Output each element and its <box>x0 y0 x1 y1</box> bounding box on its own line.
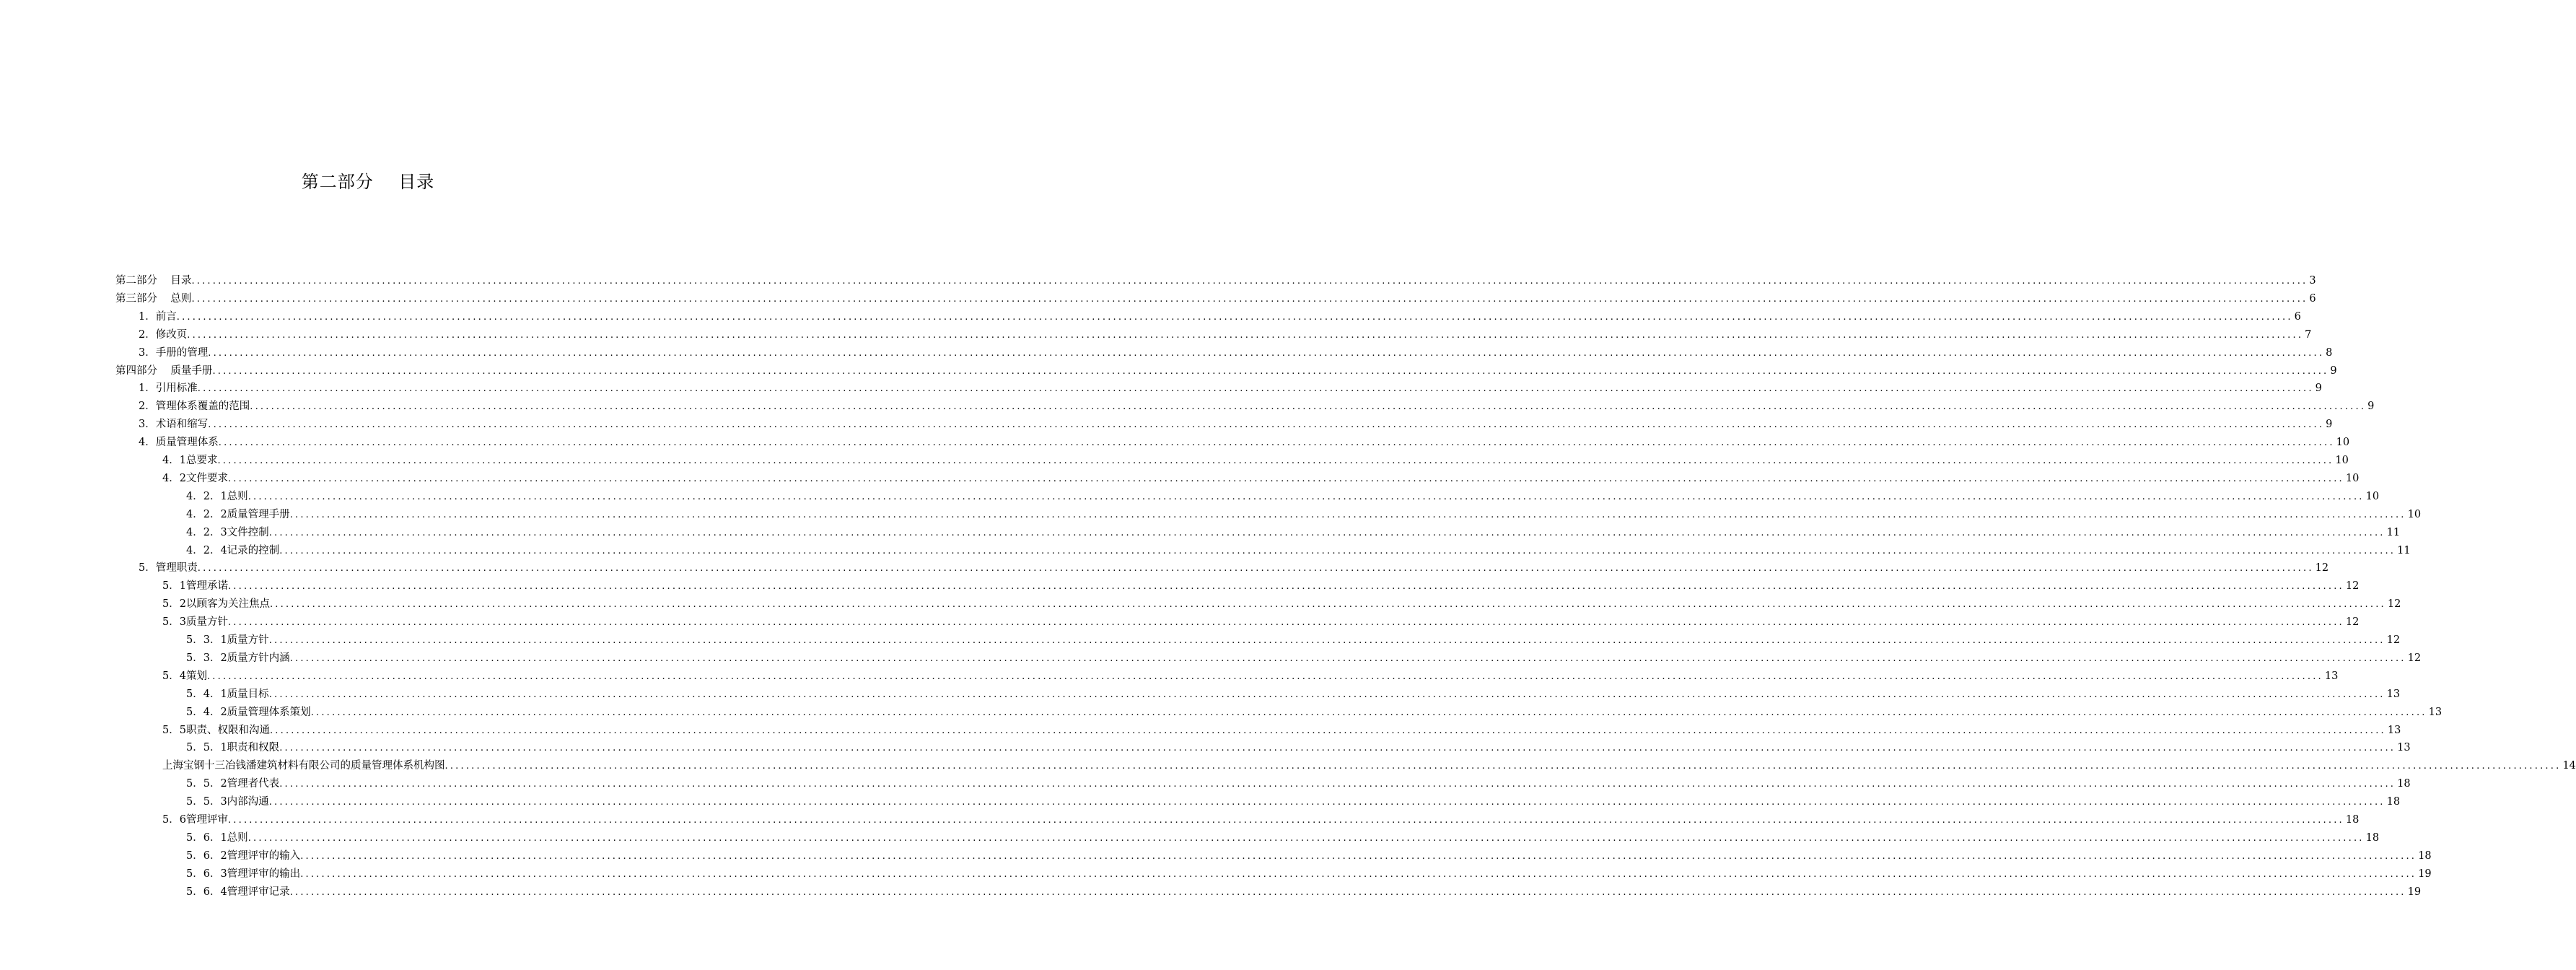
toc-dot-leader: ................................................................................................................................................................................................................................................................................................................................................................................................................ <box>444 761 2562 772</box>
toc-entry-label: 5．3．1质量方针 <box>186 634 269 646</box>
toc-entry-page-number: 9 <box>2367 401 2375 412</box>
toc-dot-leader: ................................................................................................................................................................................................................................................................................................................................................................................................................ <box>310 707 2427 718</box>
toc-entry[interactable] <box>186 542 2411 560</box>
toc-entry[interactable] <box>162 757 2576 775</box>
toc-entry[interactable] <box>186 650 2422 668</box>
toc-entry-page-number: 12 <box>2315 562 2329 574</box>
toc-entry[interactable] <box>186 524 2401 542</box>
toc-entry-label: 5．5．1职责和权限 <box>186 742 280 753</box>
toc-entry-label: 上海宝钢十三冶钱潘建筑材料有限公司的质量管理体系机构图 <box>162 760 445 772</box>
toc-dot-leader: ................................................................................................................................................................................................................................................................................................................................................................................................................ <box>191 276 2308 287</box>
toc-dot-leader: ................................................................................................................................................................................................................................................................................................................................................................................................................ <box>227 473 2344 484</box>
toc-entry[interactable] <box>186 883 2422 901</box>
toc-entry-label: 第二部分 目录 <box>115 275 192 287</box>
toc-dot-leader: ................................................................................................................................................................................................................................................................................................................................................................................................................ <box>197 383 2314 394</box>
toc-dot-leader: ................................................................................................................................................................................................................................................................................................................................................................................................................ <box>187 330 2304 341</box>
toc-entry-label: 第四部分 质量手册 <box>115 365 213 377</box>
toc-dot-leader: ................................................................................................................................................................................................................................................................................................................................................................................................................ <box>268 797 2386 808</box>
toc-dot-leader: ................................................................................................................................................................................................................................................................................................................................................................................................................ <box>269 725 2386 736</box>
toc-dot-leader: ................................................................................................................................................................................................................................................................................................................................................................................................................ <box>227 581 2344 592</box>
toc-dot-leader: ................................................................................................................................................................................................................................................................................................................................................................................................................ <box>279 743 2396 753</box>
toc-entry-page-number: 10 <box>2345 473 2360 484</box>
toc-dot-leader: ................................................................................................................................................................................................................................................................................................................................................................................................................ <box>289 510 2406 520</box>
page-title: 第二部分 目录 <box>301 172 435 192</box>
toc-entry-label: 2．管理体系覆盖的范围 <box>139 401 250 412</box>
toc-entry-label: 5．6．4管理评审记录 <box>186 886 290 898</box>
toc-entry-label: 5．5职责、权限和沟通 <box>162 725 270 736</box>
toc-entry-label: 5．6．2管理评审的输入 <box>186 850 301 862</box>
toc-entry-page-number: 10 <box>2336 437 2350 448</box>
toc-entry-page-number: 12 <box>2345 616 2360 628</box>
toc-entry-label: 5．2以顾客为关注焦点 <box>162 598 270 610</box>
toc-entry-page-number: 13 <box>2387 725 2401 736</box>
toc-entry-page-number: 13 <box>2324 670 2339 682</box>
toc-entry[interactable] <box>186 632 2401 650</box>
toc-dot-leader: ................................................................................................................................................................................................................................................................................................................................................................................................................ <box>289 653 2406 664</box>
toc-entry-label: 1．前言 <box>139 311 177 323</box>
toc-entry-label: 3．手册的管理 <box>139 347 209 359</box>
toc-entry-label: 4．2．2质量管理手册 <box>186 509 290 520</box>
toc-entry[interactable] <box>139 380 2322 398</box>
toc-dot-leader: ................................................................................................................................................................................................................................................................................................................................................................................................................ <box>250 401 2367 412</box>
toc-entry[interactable] <box>186 793 2401 811</box>
toc-entry-page-number: 13 <box>2386 689 2401 700</box>
toc-entry-page-number: 18 <box>2365 832 2380 844</box>
toc-entry-page-number: 12 <box>2407 652 2422 664</box>
toc-dot-leader: ................................................................................................................................................................................................................................................................................................................................................................................................................ <box>268 689 2386 700</box>
toc-entry-label: 3．术语和缩写 <box>139 419 209 430</box>
toc-entry-page-number: 9 <box>2326 419 2333 430</box>
toc-dot-leader: ................................................................................................................................................................................................................................................................................................................................................................................................................ <box>212 366 2329 377</box>
toc-dot-leader: ................................................................................................................................................................................................................................................................................................................................................................................................................ <box>269 599 2386 610</box>
toc-dot-leader: ................................................................................................................................................................................................................................................................................................................................................................................................................ <box>218 437 2335 448</box>
toc-dot-leader: ................................................................................................................................................................................................................................................................................................................................................................................................................ <box>227 815 2344 826</box>
toc-entry-page-number: 18 <box>2397 778 2411 790</box>
toc-entry[interactable] <box>139 434 2350 452</box>
toc-dot-leader: ................................................................................................................................................................................................................................................................................................................................................................................................................ <box>227 617 2344 628</box>
toc-entry-page-number: 12 <box>2386 634 2401 646</box>
toc-entry-label: 5．4策划 <box>162 670 207 682</box>
toc-entry-label: 4．2文件要求 <box>162 473 228 484</box>
toc-entry[interactable] <box>186 775 2411 793</box>
toc-entry-label: 5．5．2管理者代表 <box>186 778 280 790</box>
toc-entry-label: 5．4．2质量管理体系策划 <box>186 707 311 718</box>
toc-entry-label: 4．1总要求 <box>162 455 218 466</box>
toc-entry-page-number: 14 <box>2562 760 2576 772</box>
toc-entry-label: 5．3．2质量方针内涵 <box>186 652 290 664</box>
toc-entry[interactable] <box>162 613 2360 632</box>
toc-entry[interactable] <box>162 811 2360 829</box>
toc-dot-leader: ................................................................................................................................................................................................................................................................................................................................................................................................................ <box>247 833 2365 844</box>
toc-entry[interactable] <box>162 452 2349 470</box>
toc-entry-page-number: 19 <box>2407 886 2422 898</box>
toc-entry[interactable] <box>186 847 2432 865</box>
toc-entry-page-number: 8 <box>2326 347 2333 359</box>
toc-entry[interactable] <box>139 308 2301 326</box>
toc-entry-page-number: 7 <box>2305 329 2312 341</box>
toc-entry-page-number: 18 <box>2386 796 2401 808</box>
toc-dot-leader: ................................................................................................................................................................................................................................................................................................................................................................................................................ <box>208 419 2325 430</box>
toc-entry-page-number: 12 <box>2345 580 2360 592</box>
toc-entry-page-number: 18 <box>2418 850 2432 862</box>
toc-entry-page-number: 13 <box>2428 707 2443 718</box>
toc-entry-label: 4．2．4记录的控制 <box>186 545 280 556</box>
toc-dot-leader: ................................................................................................................................................................................................................................................................................................................................................................................................................ <box>247 491 2365 502</box>
toc-entry-label: 4．2．1总则 <box>186 491 248 502</box>
toc-entry-label: 第三部分 总则 <box>115 293 192 305</box>
toc-dot-leader: ................................................................................................................................................................................................................................................................................................................................................................................................................ <box>300 869 2417 880</box>
toc-dot-leader: ................................................................................................................................................................................................................................................................................................................................................................................................................ <box>279 779 2396 790</box>
toc-entry-page-number: 10 <box>2407 509 2422 520</box>
toc-entry-label: 5．1管理承诺 <box>162 580 228 592</box>
toc-entry[interactable] <box>139 344 2333 362</box>
toc-entry[interactable] <box>162 722 2401 740</box>
toc-entry[interactable] <box>186 739 2411 757</box>
toc-entry-label: 5．4．1质量目标 <box>186 689 269 700</box>
toc-entry[interactable] <box>115 362 2337 380</box>
toc-entry[interactable] <box>186 506 2422 524</box>
toc-entry-page-number: 18 <box>2345 814 2360 826</box>
toc-entry-page-number: 11 <box>2386 527 2401 538</box>
toc-dot-leader: ................................................................................................................................................................................................................................................................................................................................................................................................................ <box>217 455 2334 466</box>
toc-entry[interactable] <box>162 470 2360 488</box>
toc-entry-page-number: 12 <box>2387 598 2401 610</box>
toc-dot-leader: ................................................................................................................................................................................................................................................................................................................................................................................................................ <box>176 312 2293 323</box>
toc-entry[interactable] <box>115 290 2316 308</box>
toc-dot-leader: ................................................................................................................................................................................................................................................................................................................................................................................................................ <box>208 348 2325 359</box>
toc-dot-leader: ................................................................................................................................................................................................................................................................................................................................................................................................................ <box>279 546 2396 556</box>
toc-dot-leader: ................................................................................................................................................................................................................................................................................................................................................................................................................ <box>268 528 2386 538</box>
toc-entry[interactable] <box>186 488 2380 506</box>
toc-entry-label: 5．5．3内部沟通 <box>186 796 269 808</box>
toc-dot-leader: ................................................................................................................................................................................................................................................................................................................................................................................................................ <box>206 671 2323 682</box>
toc-entry[interactable] <box>186 704 2443 722</box>
toc-entry-page-number: 10 <box>2365 491 2380 502</box>
toc-entry[interactable] <box>186 686 2401 704</box>
toc-entry[interactable] <box>139 559 2329 577</box>
toc-entry[interactable] <box>162 577 2360 595</box>
toc-entry[interactable] <box>186 829 2380 847</box>
toc-entry-page-number: 13 <box>2397 742 2411 753</box>
toc-entry-page-number: 6 <box>2309 293 2316 305</box>
toc-entry[interactable] <box>162 595 2401 613</box>
toc-entry-label: 5．6管理评审 <box>162 814 228 826</box>
toc-entry-label: 4．质量管理体系 <box>139 437 219 448</box>
toc-entry-page-number: 19 <box>2418 868 2432 880</box>
toc-entry[interactable] <box>186 865 2432 883</box>
toc-entry[interactable] <box>139 398 2375 416</box>
toc-entry-page-number: 9 <box>2330 365 2337 377</box>
toc-entry-page-number: 10 <box>2335 455 2349 466</box>
toc-entry-label: 5．6．3管理评审的输出 <box>186 868 301 880</box>
toc-entry-page-number: 9 <box>2315 383 2322 394</box>
toc-entry-label: 4．2．3文件控制 <box>186 527 269 538</box>
toc-dot-leader: ................................................................................................................................................................................................................................................................................................................................................................................................................ <box>300 851 2417 862</box>
toc-entry-page-number: 11 <box>2397 545 2411 556</box>
toc-dot-leader: ................................................................................................................................................................................................................................................................................................................................................................................................................ <box>197 563 2314 574</box>
toc-entry-label: 5．3质量方针 <box>162 616 228 628</box>
toc-entry-label: 1．引用标准 <box>139 383 198 394</box>
toc-entry-page-number: 6 <box>2294 311 2301 323</box>
toc-dot-leader: ................................................................................................................................................................................................................................................................................................................................................................................................................ <box>289 887 2406 898</box>
toc-entry-label: 5．6．1总则 <box>186 832 248 844</box>
toc-dot-leader: ................................................................................................................................................................................................................................................................................................................................................................................................................ <box>191 294 2308 305</box>
toc-entry[interactable] <box>139 416 2333 434</box>
toc-entry-label: 2．修改页 <box>139 329 188 341</box>
toc-entry[interactable] <box>162 668 2339 686</box>
toc-entry[interactable] <box>139 326 2312 344</box>
toc-entry[interactable] <box>115 272 2316 290</box>
toc-entry-label: 5．管理职责 <box>139 562 198 574</box>
toc-dot-leader: ................................................................................................................................................................................................................................................................................................................................................................................................................ <box>268 635 2386 646</box>
toc-entry-page-number: 3 <box>2309 275 2316 287</box>
